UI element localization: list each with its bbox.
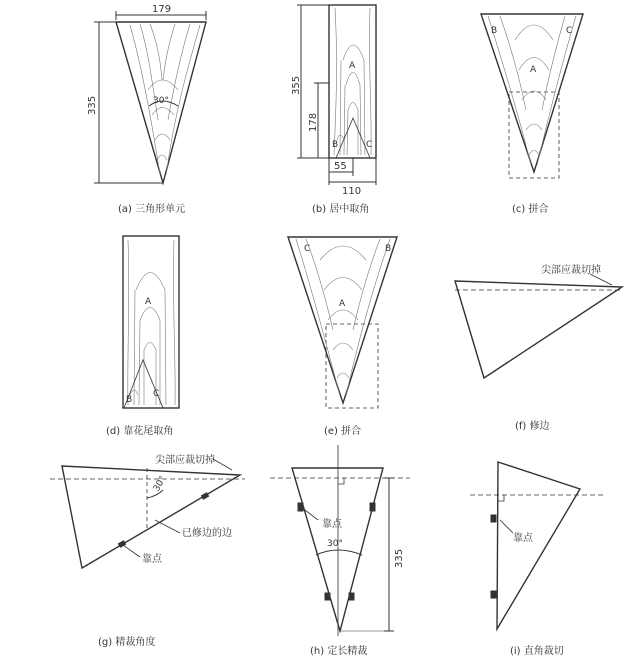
- panel-c-label-a: A: [530, 65, 537, 75]
- panel-c-label-c: C: [566, 26, 573, 36]
- panel-b-label-c: C: [366, 140, 373, 150]
- panel-e-label-c: C: [304, 244, 311, 254]
- panel-e-label-b: B: [385, 244, 392, 254]
- panel-g-edge-label: 已修边的边: [182, 528, 232, 539]
- panel-h-point-label: 靠点: [322, 519, 342, 530]
- panel-g-point-label: 靠点: [142, 554, 162, 565]
- panel-i: [470, 462, 605, 629]
- panel-a-height-label: 335: [87, 95, 98, 115]
- panel-b: [297, 5, 376, 185]
- panel-d-label-c: C: [153, 389, 160, 399]
- panel-h-angle-label: 30°: [327, 539, 343, 549]
- panel-c-label-b: B: [491, 26, 498, 36]
- panel-a-angle-label: 30°: [153, 96, 169, 106]
- panel-i-caption: (i) 直角裁切: [510, 646, 564, 657]
- panel-f-caption: (f) 修边: [515, 421, 550, 432]
- panel-g-caption: (g) 精裁角度: [98, 637, 156, 648]
- panel-e-label-a: A: [339, 299, 346, 309]
- panel-d-caption: (d) 靠花尾取角: [106, 426, 174, 437]
- panel-g-angle-label: 30°: [151, 474, 169, 494]
- panel-a-caption: (a) 三角形单元: [118, 204, 186, 215]
- panel-a-width-label: 179: [152, 4, 172, 15]
- panel-h-caption: (h) 定长精裁: [310, 646, 368, 657]
- panel-b-55-label: 55: [334, 161, 347, 172]
- panel-a: [94, 11, 206, 183]
- panel-c: [481, 14, 583, 178]
- panel-d-label-a: A: [145, 297, 152, 307]
- panel-g-note: 尖部应裁切掉: [155, 455, 215, 466]
- panel-b-subheight-label: 178: [308, 112, 319, 132]
- panel-c-caption: (c) 拼合: [512, 204, 549, 215]
- panel-g: [50, 459, 245, 568]
- panel-f: [455, 274, 622, 378]
- panel-d-label-b: B: [126, 395, 133, 405]
- panel-e-caption: (e) 拼合: [324, 426, 362, 437]
- panel-b-110-label: 110: [342, 186, 362, 197]
- panel-b-label-b: B: [332, 140, 339, 150]
- panel-b-height-label: 355: [291, 75, 302, 95]
- panel-i-point-label: 靠点: [513, 533, 533, 544]
- panel-b-caption: (b) 居中取角: [312, 204, 370, 215]
- panel-f-note: 尖部应裁切掉: [541, 265, 601, 276]
- panel-e: [288, 237, 397, 408]
- panel-h-length-label: 335: [394, 548, 405, 568]
- panel-b-label-a: A: [349, 61, 356, 71]
- panel-d: [123, 236, 179, 408]
